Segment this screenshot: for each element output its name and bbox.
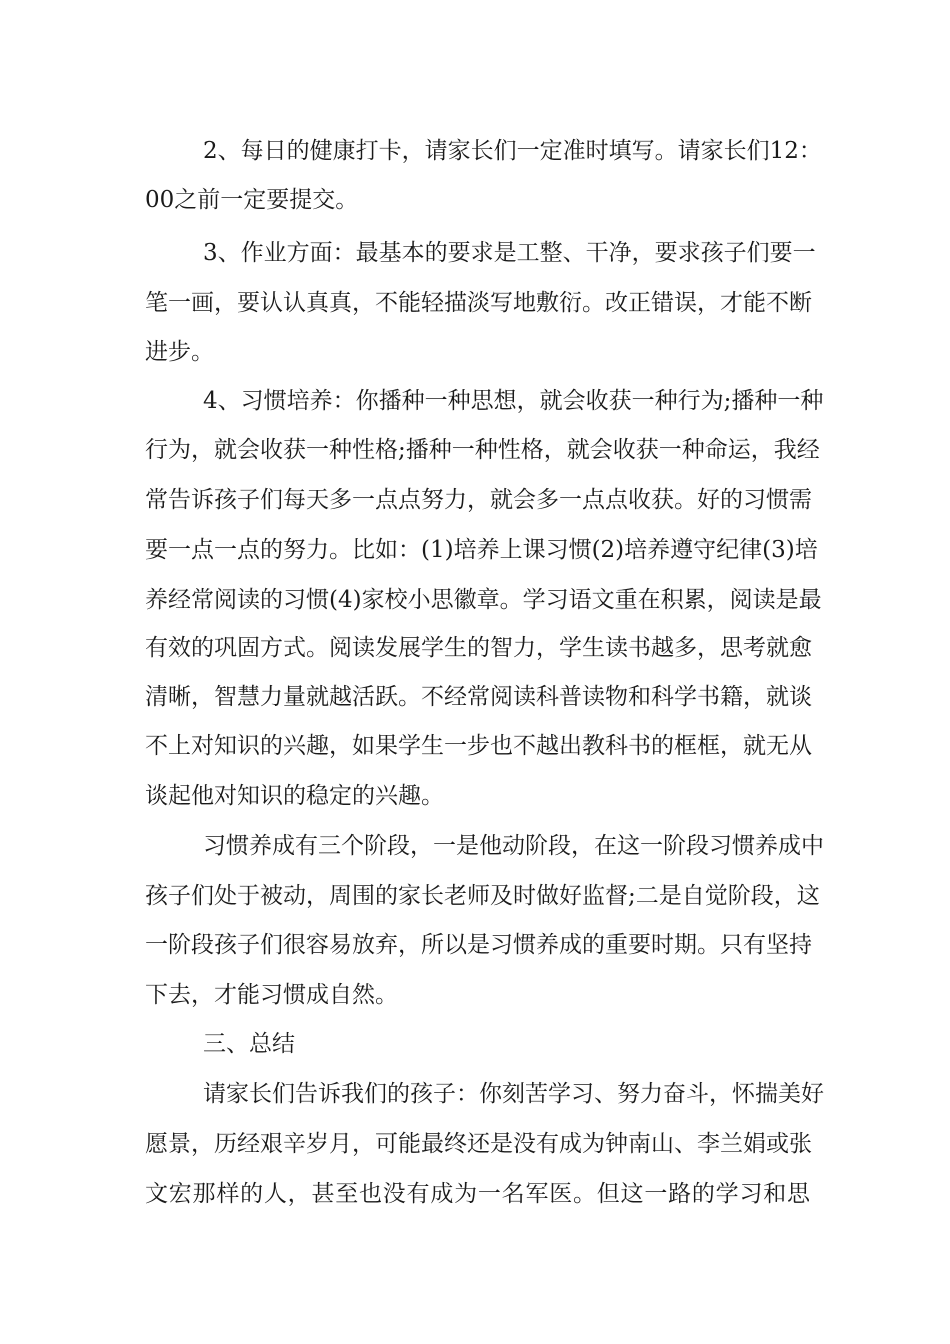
text-line: 孩子们处于被动，周围的家长老师及时做好监督;二是自觉阶段，这 (145, 883, 820, 909)
text-line: 文宏那样的人，甚至也没有成为一名军医。但这一路的学习和思 (145, 1181, 810, 1207)
text-line: 2、每日的健康打卡，请家长们一定准时填写。请家长们12： (203, 138, 822, 164)
text-line: 要一点一点的努力。比如：(1)培养上课习惯(2)培养遵守纪律(3)培 (145, 537, 818, 563)
text-line: 一阶段孩子们很容易放弃，所以是习惯养成的重要时期。只有坚持 (145, 932, 812, 958)
text-line: 4、习惯培养：你播种一种思想，就会收获一种行为;播种一种 (203, 388, 824, 414)
text-line: 常告诉孩子们每天多一点点努力，就会多一点点收获。好的习惯需 (145, 487, 812, 513)
text-line: 谈起他对知识的稳定的兴趣。 (145, 783, 444, 809)
text-line: 清晰，智慧力量就越活跃。不经常阅读科普读物和科学书籍，就谈 (145, 684, 812, 710)
text-line: 有效的巩固方式。阅读发展学生的智力，学生读书越多，思考就愈 (145, 635, 812, 661)
text-line: 行为，就会收获一种性格;播种一种性格，就会收获一种命运，我经 (145, 437, 820, 463)
text-line: 00之前一定要提交。 (145, 187, 359, 213)
section-heading: 三、总结 (203, 1031, 295, 1057)
text-line: 养经常阅读的习惯(4)家校小思徽章。学习语文重在积累，阅读是最 (145, 587, 822, 613)
text-line: 请家长们告诉我们的孩子：你刻苦学习、努力奋斗，怀揣美好 (203, 1081, 824, 1107)
text-line: 下去，才能习惯成自然。 (145, 982, 398, 1008)
text-line: 进步。 (145, 339, 214, 365)
text-line: 笔一画，要认认真真，不能轻描淡写地敷衍。改正错误，才能不断 (145, 290, 812, 316)
text-line: 3、作业方面：最基本的要求是工整、干净，要求孩子们要一 (203, 240, 816, 266)
text-line: 不上对知识的兴趣，如果学生一步也不越出教科书的框框，就无从 (145, 733, 812, 759)
text-line: 愿景，历经艰辛岁月，可能最终还是没有成为钟南山、李兰娟或张 (145, 1131, 812, 1157)
text-line: 习惯养成有三个阶段，一是他动阶段，在这一阶段习惯养成中 (203, 833, 824, 859)
